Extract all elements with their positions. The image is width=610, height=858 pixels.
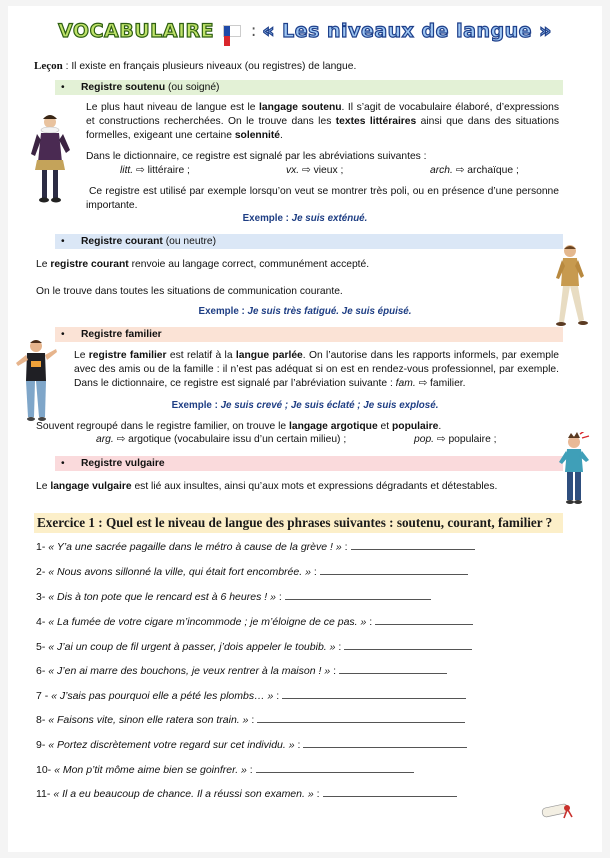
soutenu-paragraph-3: Ce registre est utilisé par exemple lorsqu’on veut se montrer très poli, ou en présence d’une personne importante. <box>86 186 559 211</box>
exercise-question <box>36 540 475 554</box>
example-label: Exemple : <box>198 306 248 317</box>
question-text: « J’en ai marre des bouchons, je veux rentrer à la maison ! » <box>48 665 331 677</box>
question-number: 2- <box>36 566 49 578</box>
exercise-title: Exercice 1 : Quel est le niveau de langue des phrases suivantes : soutenu, courant, familier ? <box>34 513 563 533</box>
answer-blank[interactable] <box>375 616 473 625</box>
courant-p1-a: Le <box>36 259 51 270</box>
answer-blank[interactable] <box>285 591 431 600</box>
soutenu-p1-f: solennité <box>234 130 281 141</box>
familier-p1-c: est relatif à la <box>166 350 236 361</box>
vulgaire-p1-c: est lié aux insultes, ainsi qu’aux mots et expressions dégradants et détestables. <box>131 481 498 492</box>
answer-blank[interactable] <box>256 764 414 773</box>
courant-p1-c: renvoie au langage correct, communément accepté. <box>128 259 370 270</box>
page-title <box>0 20 610 42</box>
question-number: 8- <box>36 714 49 726</box>
question-text: « Y’a une sacrée pagaille dans le métro à cause de la grève ! » <box>48 541 342 553</box>
exercise-question <box>36 713 465 727</box>
soutenu-p1-b: langage soutenu <box>259 102 342 113</box>
example-text: Je suis très fatigué. Je suis épuisé. <box>247 306 412 317</box>
question-colon: : <box>366 616 373 628</box>
abbr-code: pop. <box>414 434 435 445</box>
example-courant <box>0 306 610 317</box>
abbr-code: arg. <box>96 434 114 445</box>
vulgaire-p1-a: Le <box>36 481 51 492</box>
abbr-arg <box>96 433 346 445</box>
section-heading-familier <box>55 327 563 342</box>
abbr-litt <box>120 164 190 176</box>
example-label: Exemple : <box>242 213 292 224</box>
bullet-icon: • <box>61 82 65 93</box>
abbr-meaning: vieux ; <box>313 165 344 176</box>
soutenu-p1-c: . Il s’agit de vocabulaire élaboré, d’expressions et constructions recherchées. On le trouve dans les <box>86 102 560 127</box>
familier-p1-a: Le <box>74 350 89 361</box>
arrow-icon: ⇨ <box>455 165 465 176</box>
answer-blank[interactable] <box>339 665 447 674</box>
abbr-meaning: littéraire ; <box>147 165 190 176</box>
familier-p2-a: Souvent regroupé dans le registre familier, on trouve le <box>36 421 289 432</box>
question-text: « Portez discrètement votre regard sur cet individu. » <box>48 739 295 751</box>
question-text: « Il a eu beaucoup de chance. Il a réussi son examen. » <box>53 788 314 800</box>
soutenu-paragraph-1 <box>86 101 559 143</box>
section-heading-vulgaire <box>55 456 563 471</box>
question-number: 5- <box>36 641 49 653</box>
diploma-scroll-icon <box>540 800 578 822</box>
exercise-question <box>36 689 466 703</box>
example-soutenu <box>0 213 610 224</box>
question-colon: : <box>330 665 337 677</box>
heading-soutenu-note: (ou soigné) <box>165 82 220 93</box>
exercise-question <box>36 640 472 654</box>
question-text: « Faisons vite, sinon elle ratera son train. » <box>48 714 249 726</box>
heading-courant-note: (ou neutre) <box>162 236 217 247</box>
arrow-icon: ⇨ <box>136 165 145 176</box>
question-number: 1- <box>36 541 49 553</box>
abbr-pop <box>414 433 497 445</box>
question-number: 11- <box>36 788 54 800</box>
exercise-question <box>36 615 473 629</box>
question-number: 4- <box>36 616 49 628</box>
bullet-icon: • <box>61 329 65 340</box>
title-theme: « Les niveaux de langue » <box>262 20 552 42</box>
bullet-icon: • <box>61 236 65 247</box>
abbr-arch <box>430 164 519 176</box>
soutenu-p1-e: ainsi que dans des situations formelles, exigeant une certaine <box>86 116 559 141</box>
exercise-question <box>36 738 467 752</box>
question-colon: : <box>273 690 280 702</box>
title-separator: : <box>250 21 257 41</box>
courant-p1-b: registre courant <box>50 259 129 270</box>
angry-man-illustration <box>556 432 594 506</box>
walking-man-illustration <box>550 242 592 330</box>
question-text: « J’sais pas pourquoi elle a pété les plombs… » <box>51 690 274 702</box>
section-heading-courant <box>55 234 563 249</box>
arrow-icon: ⇨ <box>116 434 126 445</box>
familier-p1-e: . On l’autorise dans les rapports informels, par exemple avec des amis ou de la famille : il n’est pas adéquat si on est en rendez-vous professionnel, par exemple. Dans le dictionnaire, ce registre est signalé par l’abréviation suivante : <box>74 350 559 389</box>
question-text: « La fumée de votre cigare m’incommode ; je m’éloigne de ce pas. » <box>48 616 367 628</box>
casual-man-illustration <box>14 337 62 423</box>
familier-p2-b: langage argotique <box>289 421 378 432</box>
french-flag-icon <box>223 25 241 37</box>
arrow-icon: ⇨ <box>302 165 311 176</box>
question-text: « Nous avons sillonné la ville, qui était fort encombrée. » <box>48 566 311 578</box>
vulgaire-paragraph <box>36 480 497 494</box>
question-text: « Mon p’tit môme aime bien se goinfrer. » <box>54 764 247 776</box>
answer-blank[interactable] <box>303 739 467 748</box>
answer-blank[interactable] <box>351 541 475 550</box>
question-colon: : <box>310 566 317 578</box>
abbr-meaning: populaire ; <box>448 434 497 445</box>
question-colon: : <box>248 714 255 726</box>
courant-paragraph-1 <box>36 258 369 272</box>
title-vocabulaire: VOCABULAIRE <box>58 20 215 42</box>
familier-paragraph-2 <box>36 420 441 434</box>
lesson-intro <box>34 59 356 74</box>
soutenu-p1-g: . <box>280 130 283 141</box>
exercise-question <box>36 787 457 801</box>
exercise-question <box>36 763 414 777</box>
question-number: 7 - <box>36 690 52 702</box>
answer-blank[interactable] <box>320 566 468 575</box>
section-heading-soutenu <box>55 80 563 95</box>
question-colon: : <box>341 541 348 553</box>
abbr-code: arch. <box>430 165 453 176</box>
example-text: Je suis exténué. <box>291 213 368 224</box>
familier-p2-e: . <box>438 421 442 432</box>
example-label: Exemple : <box>171 400 221 411</box>
exercise-question <box>36 664 447 678</box>
question-text: « Dis à ton pote que le rencard est à 6 heures ! » <box>48 591 276 603</box>
heading-soutenu: Registre soutenu <box>81 82 166 93</box>
noble-figure-illustration <box>28 110 74 208</box>
bullet-icon: • <box>61 458 65 469</box>
arrow-icon: ⇨ <box>436 434 446 445</box>
courant-paragraph-2: On le trouve dans toutes les situations de communication courante. <box>36 286 343 297</box>
familier-p1-d: langue parlée <box>235 350 303 361</box>
exercise-question <box>36 590 431 604</box>
familier-paragraph-1 <box>74 349 559 391</box>
question-colon: : <box>313 788 320 800</box>
heading-familier: Registre familier <box>81 329 162 340</box>
question-number: 6- <box>36 665 49 677</box>
heading-vulgaire: Registre vulgaire <box>81 458 165 469</box>
heading-courant: Registre courant <box>81 236 163 247</box>
question-text: « J’ai un coup de fil urgent à passer, j’dois appeler le toubib. » <box>48 641 336 653</box>
abbr-meaning: argotique (vocabulaire issu d’un certain milieu) ; <box>128 434 347 445</box>
answer-blank[interactable] <box>282 690 466 699</box>
soutenu-p1-a: Le plus haut niveau de langue est le <box>86 102 260 113</box>
abbr-meaning: archaïque ; <box>467 165 519 176</box>
example-text: Je suis crevé ; Je suis éclaté ; Je suis explosé. <box>220 400 439 411</box>
lesson-intro-text: : Il existe en français plusieurs niveaux (ou registres) de langue. <box>62 61 357 72</box>
vulgaire-p1-b: langage vulgaire <box>50 481 132 492</box>
familier-p1-g: ⇨ familier. <box>415 378 466 389</box>
abbr-vx <box>286 164 343 176</box>
abbr-code: vx. <box>286 165 300 176</box>
question-number: 10- <box>36 764 55 776</box>
familier-p1-f: fam. <box>395 378 416 389</box>
familier-p2-d: populaire <box>392 421 439 432</box>
answer-blank[interactable] <box>257 714 465 723</box>
familier-p1-b: registre familier <box>88 350 167 361</box>
exercise-question <box>36 565 468 579</box>
question-colon: : <box>275 591 282 603</box>
question-number: 3- <box>36 591 49 603</box>
question-colon: : <box>246 764 253 776</box>
question-colon: : <box>335 641 342 653</box>
soutenu-p1-d: textes littéraires <box>335 116 417 127</box>
question-number: 9- <box>36 739 49 751</box>
answer-blank[interactable] <box>323 788 457 797</box>
soutenu-paragraph-2: Dans le dictionnaire, ce registre est signalé par les abréviations suivantes : <box>86 151 427 162</box>
abbr-code: litt. <box>120 165 134 176</box>
example-familier <box>0 400 610 411</box>
answer-blank[interactable] <box>344 641 472 650</box>
familier-p2-c: et <box>377 421 392 432</box>
lesson-label: Leçon <box>34 60 63 72</box>
question-colon: : <box>294 739 301 751</box>
